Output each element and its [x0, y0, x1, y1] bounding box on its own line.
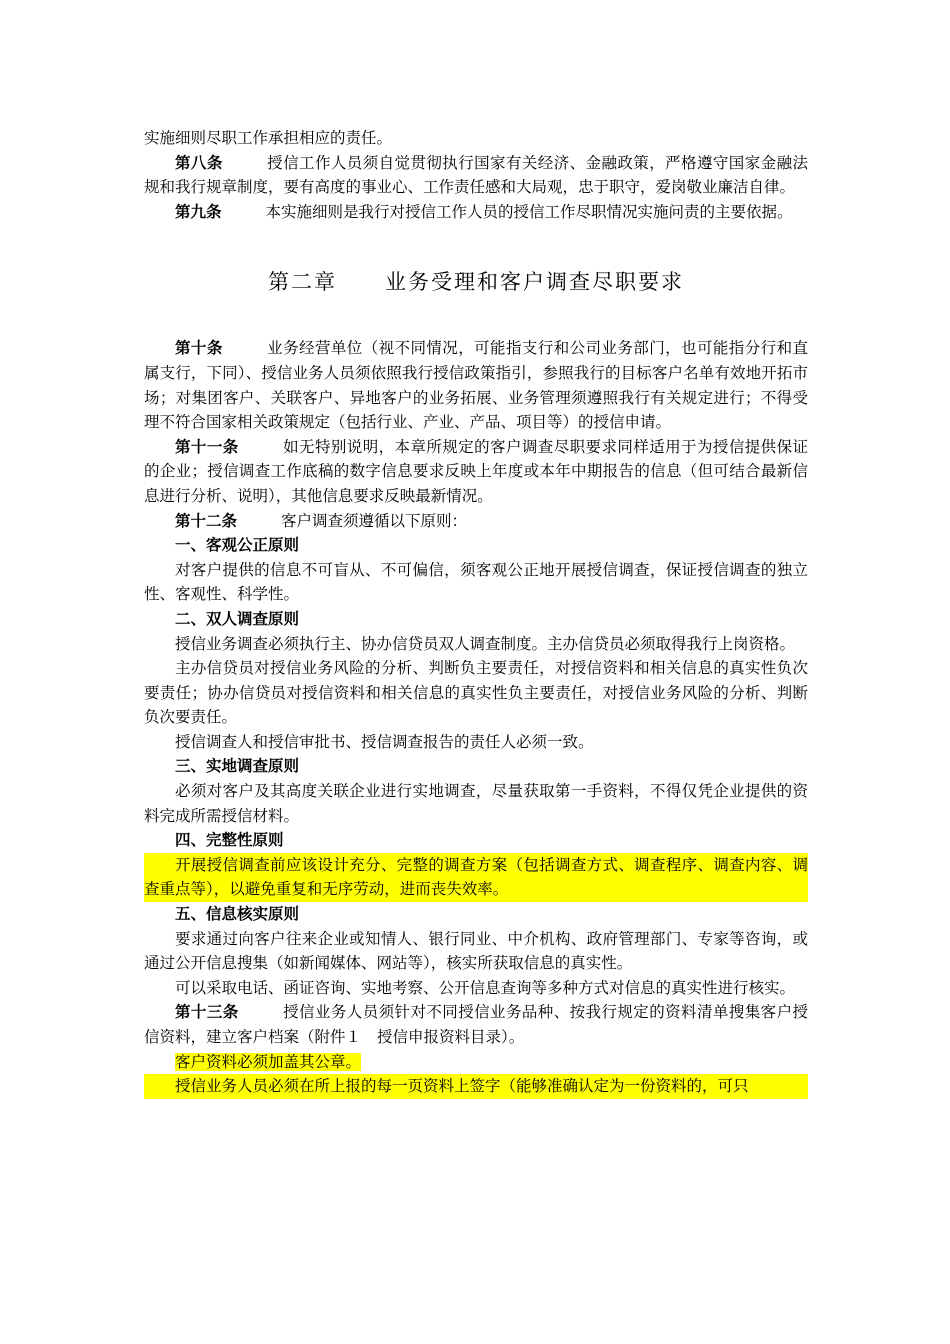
article-9 [144, 200, 808, 225]
article-12 [144, 509, 808, 534]
article-number: 第九条 [175, 202, 222, 221]
principle-heading-4: 四、完整性原则 [175, 831, 284, 850]
chapter-heading [144, 266, 808, 296]
article-text: 授信工作人员须自觉贯彻执行国家有关经济、金融政策，严格遵守国家金融法规和我行规章制度，要有高度的事业心、工作责任感和大局观，忠于职守，爱岗敬业廉洁自律。 [144, 153, 808, 197]
principle-2-paragraph-2: 主办信贷员对授信业务风险的分析、判断负主要责任，对授信资料和相关信息的真实性负次要责任；协办信贷员对授信资料和相关信息的真实性负主要责任，对授信业务风险的分析、判断负次要责任。 [144, 659, 808, 727]
principle-heading-5: 五、信息核实原则 [175, 905, 300, 924]
article-11 [144, 435, 808, 509]
article-number: 第十三条 [175, 1003, 239, 1022]
principle-2-paragraph-3: 授信调查人和授信审批书、授信调查报告的责任人必须一致。 [175, 732, 594, 751]
article-8 [144, 151, 808, 200]
article-text: 授信业务人员须针对不同授信业务品种、按我行规定的资料清单搜集客户授信资料，建立客户档案（附件１ [144, 1003, 808, 1046]
principle-heading-1: 一、客观公正原则 [175, 536, 300, 555]
signature-requirement-paragraph-highlighted: 授信业务人员必须在所上报的每一页资料上签字（能够准确认定为一份资料的，可只 [144, 1074, 808, 1099]
principle-1-paragraph: 对客户提供的信息不可盲从、不可偏信，须客观公正地开展授信调查，保证授信调查的独立性、客观性、科学性。 [144, 560, 808, 604]
article-number: 第八条 [175, 153, 223, 172]
principle-heading-3: 三、实地调查原则 [175, 757, 300, 776]
principle-3-paragraph: 必须对客户及其高度关联企业进行实地调查，尽量获取第一手资料，不得仅凭企业提供的资料完成所需授信材料。 [144, 782, 808, 825]
article-text: 如无特别说明，本章所规定的客户调查尽职要求同样适用于为授信提供保证的企业；授信调查工作底稿的数字信息要求反映上年度或本年中期报告的信息（但可结合最新信息进行分析、说明），其他信息要求反映最新情况。 [144, 437, 808, 505]
principle-heading-2: 二、双人调查原则 [175, 609, 300, 628]
principle-5-paragraph-1: 要求通过向客户往来企业或知情人、银行同业、中介机构、政府管理部门、专家等咨询，或通过公开信息搜集（如新闻媒体、网站等），核实所获取信息的真实性。 [144, 929, 808, 973]
paragraph-continuation: 实施细则尽职工作承担相应的责任。 [144, 129, 393, 147]
chapter-title: 业务受理和客户调查尽职要求 [385, 270, 684, 295]
chapter-number: 第二章 [268, 270, 337, 295]
principle-2-paragraph-1: 授信业务调查必须执行主、协办信贷员双人调查制度。主办信贷员必须取得我行上岗资格。 [175, 634, 796, 653]
article-10 [144, 336, 808, 434]
article-number: 第十二条 [175, 511, 238, 530]
document-body [144, 0, 808, 1099]
article-text: 客户调查须遵循以下原则： [281, 511, 468, 530]
stamp-requirement-paragraph [144, 1050, 808, 1075]
article-number: 第十条 [175, 339, 223, 358]
principle-5-paragraph-2: 可以采取电话、函证咨询、实地考察、公开信息查询等多种方式对信息的真实性进行核实。 [175, 978, 796, 997]
highlighted-text: 客户资料必须加盖其公章。 [175, 1052, 362, 1071]
principle-4-paragraph-highlighted: 开展授信调查前应该设计充分、完整的调查方案（包括调查方式、调查程序、调查内容、调查重点等），以避免重复和无序劳动，进而丧失效率。 [144, 853, 808, 902]
article-text-attachment: 授信申报资料目录）。 [377, 1028, 525, 1046]
article-text: 业务经营单位（视不同情况，可能指支行和公司业务部门，也可能指分行和直属支行，下同）、授信业务人员须依照我行授信政策指引，参照我行的目标客户名单有效地开拓市场；对集团客户、关联客户、异地客户的业务拓展、业务管理须遵照我行有关规定进行；不得受理不符合国家相关政策规定（包括行业、产业、产品、项目等）的授信申请。 [144, 339, 808, 432]
article-13 [144, 1000, 808, 1049]
article-number: 第十一条 [175, 437, 239, 456]
article-text: 本实施细则是我行对授信工作人员的授信工作尽职情况实施问责的主要依据。 [265, 202, 793, 221]
